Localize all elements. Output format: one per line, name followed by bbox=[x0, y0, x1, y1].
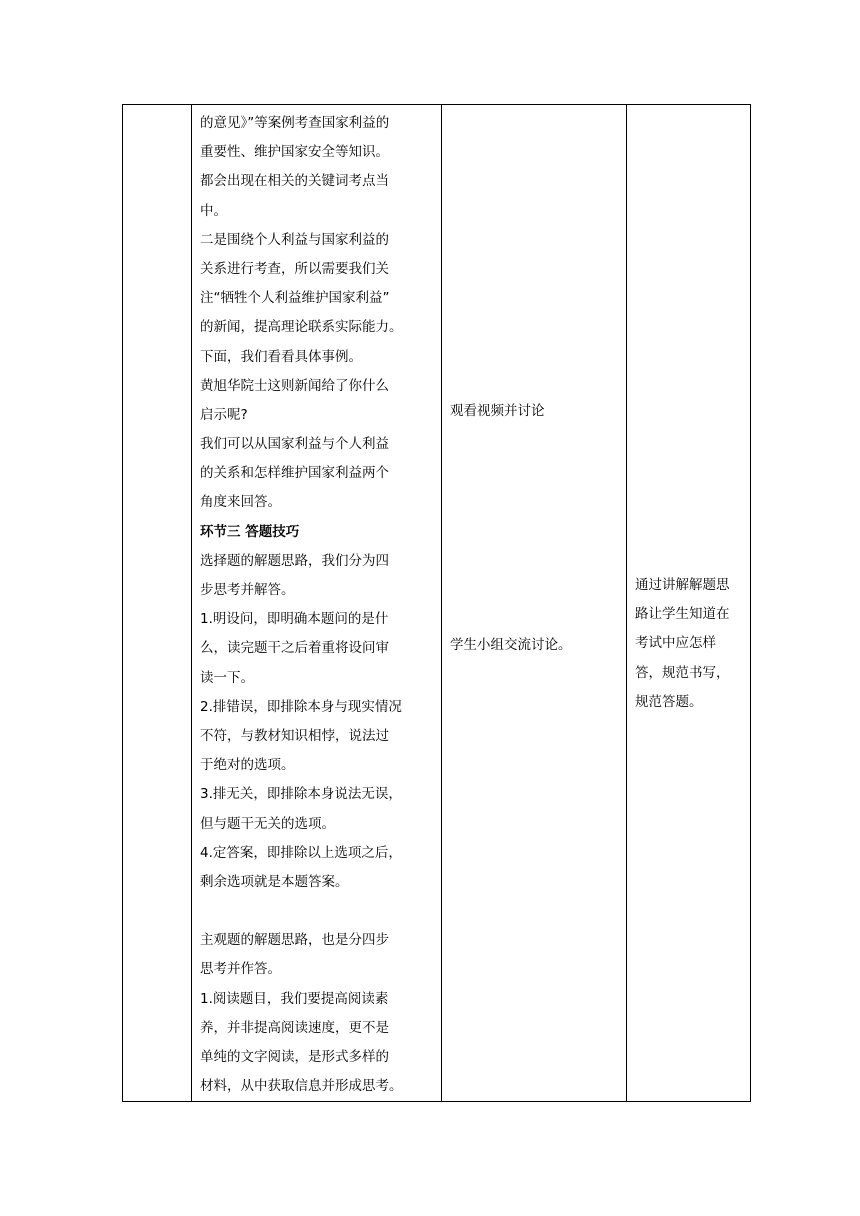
design-intent-line: 答，规范书写， bbox=[635, 664, 730, 681]
text-line: 我们可以从国家利益与个人利益 bbox=[200, 436, 389, 453]
text-line: 二是围绕个人利益与国家利益的 bbox=[200, 231, 389, 248]
text-line: 角度来回答。 bbox=[200, 494, 281, 511]
text-line: 步思考并解答。 bbox=[200, 582, 295, 598]
text-line bbox=[200, 897, 435, 926]
design-intent-line: 路让学生知道在 bbox=[635, 606, 730, 623]
student-activity-group-discussion: 学生小组交流讨论。 bbox=[450, 637, 572, 653]
text-line: 下面，我们看看具体事例。 bbox=[200, 348, 362, 365]
text-line: 单纯的文字阅读，是形式多样的 bbox=[200, 1049, 389, 1065]
student-activity-watch-video: 观看视频并讨论 bbox=[450, 403, 545, 419]
text-line: 么，读完题干之后着重将设问审 bbox=[200, 640, 389, 657]
text-line: 关系进行考查，所以需要我们关 bbox=[200, 260, 389, 277]
text-line: 4.定答案，即排除以上选项之后， bbox=[200, 844, 402, 861]
text-line: 注“牺牲个人利益维护国家利益” bbox=[200, 290, 390, 307]
teacher-activity-cell bbox=[192, 105, 442, 1102]
section-heading: 环节三 答题技巧 bbox=[200, 523, 300, 540]
text-line: 的关系和怎样维护国家利益两个 bbox=[200, 465, 389, 482]
table-row bbox=[123, 105, 751, 1102]
text-line: 都会出现在相关的关键词考点当 bbox=[200, 173, 389, 190]
design-intent-cell bbox=[627, 105, 751, 1102]
text-line: 选择题的解题思路，我们分为四 bbox=[200, 552, 389, 569]
design-intent-text bbox=[635, 571, 747, 717]
text-line: 3.排无关，即排除本身说法无误， bbox=[200, 786, 402, 803]
text-line: 养，并非提高阅读速度，更不是 bbox=[200, 1019, 389, 1036]
text-line: 材料，从中获取信息并形成思考。 bbox=[200, 1078, 403, 1095]
text-line: 剩余选项就是本题答案。 bbox=[200, 873, 349, 890]
text-line: 中。 bbox=[200, 202, 227, 219]
design-intent-line: 通过讲解解题思 bbox=[635, 577, 730, 593]
text-line: 的新闻，提高理论联系实际能力。 bbox=[200, 319, 403, 336]
text-line: 但与题干无关的选项。 bbox=[200, 815, 335, 832]
teacher-activity-text bbox=[200, 109, 435, 1101]
text-line: 于绝对的选项。 bbox=[200, 757, 295, 774]
text-line: 重要性、维护国家安全等知识。 bbox=[200, 144, 389, 161]
text-line: 主观题的解题思路，也是分四步 bbox=[200, 932, 389, 949]
student-activity-cell bbox=[442, 105, 627, 1102]
lesson-plan-table bbox=[122, 104, 751, 1102]
text-line: 的意见》”等案例考查国家利益的 bbox=[200, 115, 390, 131]
text-line: 思考并作答。 bbox=[200, 961, 281, 978]
text-line: 读一下。 bbox=[200, 669, 254, 686]
text-line: 1.明设问，即明确本题问的是什 bbox=[200, 611, 389, 628]
text-line: 2.排错误，即排除本身与现实情况 bbox=[200, 698, 402, 715]
text-line: 不符，与教材知识相悖，说法过 bbox=[200, 727, 389, 744]
text-line: 启示呢? bbox=[200, 406, 248, 423]
text-line: 黄旭华院士这则新闻给了你什么 bbox=[200, 377, 389, 394]
text-line: 1.阅读题目，我们要提高阅读素 bbox=[200, 990, 389, 1007]
design-intent-line: 规范答题。 bbox=[635, 693, 703, 710]
stage-cell bbox=[123, 105, 192, 1102]
design-intent-line: 考试中应怎样 bbox=[635, 635, 716, 652]
